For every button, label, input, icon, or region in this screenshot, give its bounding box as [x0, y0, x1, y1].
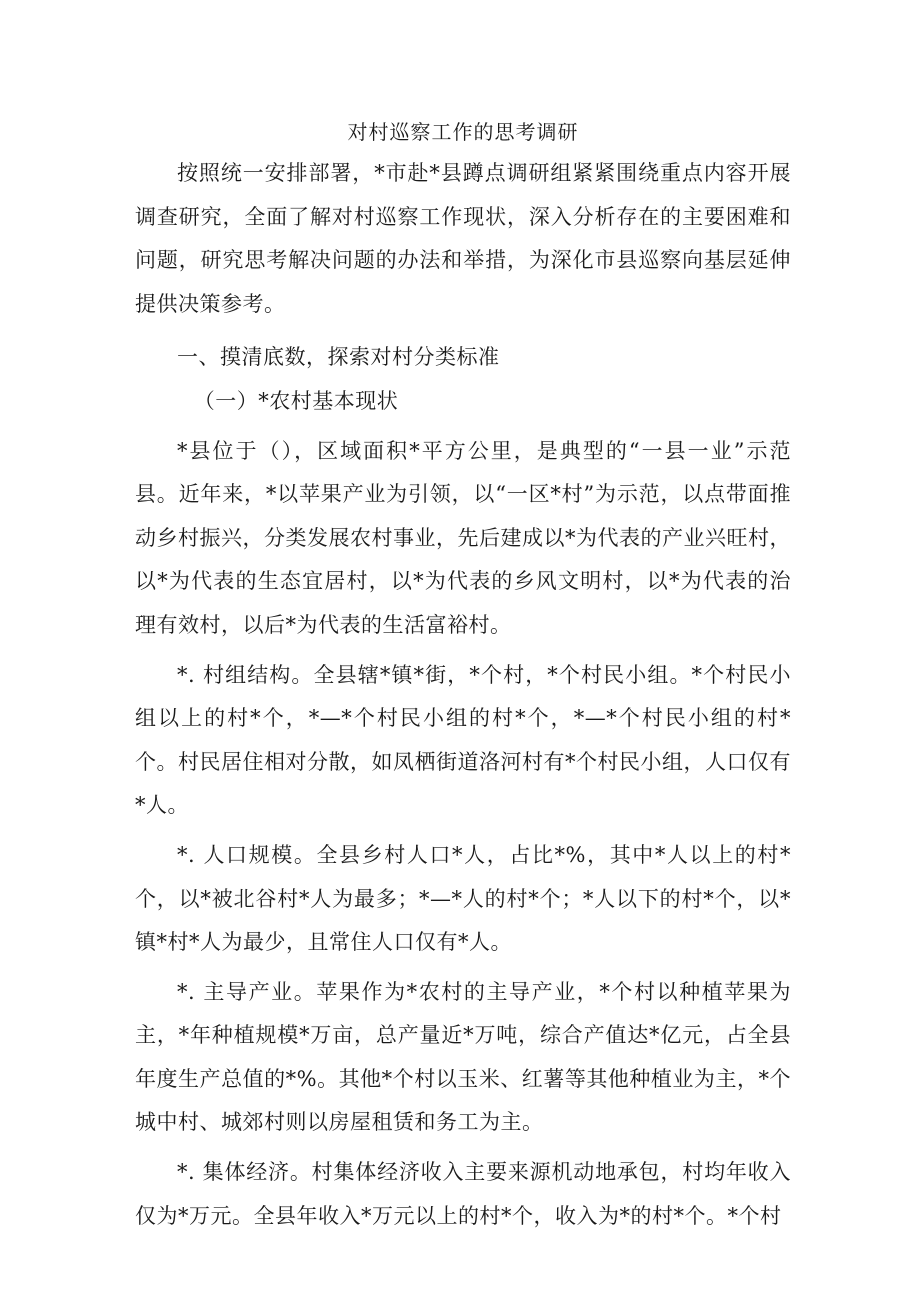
document-body — [135, 112, 791, 1238]
population-paragraph: *. 人口规模。全县乡村人口*人，占比*%，其中*人以上的村*个，以*被北谷村*人为最多；*—*人的村*个；*人以下的村*个，以*镇*村*人为最少，且常住人口仅有*人。 — [135, 842, 791, 955]
document-title: 对村巡察工作的思考调研 — [347, 120, 579, 144]
industry-paragraph: *. 主导产业。苹果作为*农村的主导产业，*个村以种植苹果为主，*年种植规模*万亩，总产量近*万吨，综合产值达*亿元，占全县年度生产总值的*%。其他*个村以玉米、红薯等其他种植业为主，*个城中村、城郊村则以房屋租赁和务工为主。 — [135, 979, 791, 1135]
subsection-heading-1: （一）*农村基本现状 — [193, 388, 399, 413]
section-heading-1: 一、摸清底数，探索对村分类标准 — [177, 345, 500, 370]
village-structure-paragraph: *. 村组结构。全县辖*镇*街，*个村，*个村民小组。*个村民小组以上的村*个，*—*个村民小组的村*个，*—*个村民小组的村*个。村民居住相对分散，如凤栖街道洛河村有*个村民小组，人口仅有*人。 — [135, 662, 791, 818]
intro-paragraph: 按照统一安排部署，*市赴*县蹲点调研组紧紧围绕重点内容开展调查研究，全面了解对村巡察工作现状，深入分析存在的主要困难和问题，研究思考解决问题的办法和举措，为深化市县巡察向基层延伸提供决策参考。 — [135, 161, 791, 316]
collective-economy-paragraph: *. 集体经济。村集体经济收入主要来源机动地承包，村均年收入仅为*万元。全县年收入*万元以上的村*个，收入为*的村*个。*个村 — [135, 1160, 791, 1228]
overview-paragraph: *县位于（），区域面积*平方公里，是典型的“一县一业”示范县。近年来，*以苹果产业为引领，以“一区*村”为示范，以点带面推动乡村振兴，分类发展农村事业，先后建成以*为代表的产业兴旺村，以*为代表的生态宜居村，以*为代表的乡风文明村，以*为代表的治理有效村，以后*为代表的生活富裕村。 — [135, 438, 791, 637]
